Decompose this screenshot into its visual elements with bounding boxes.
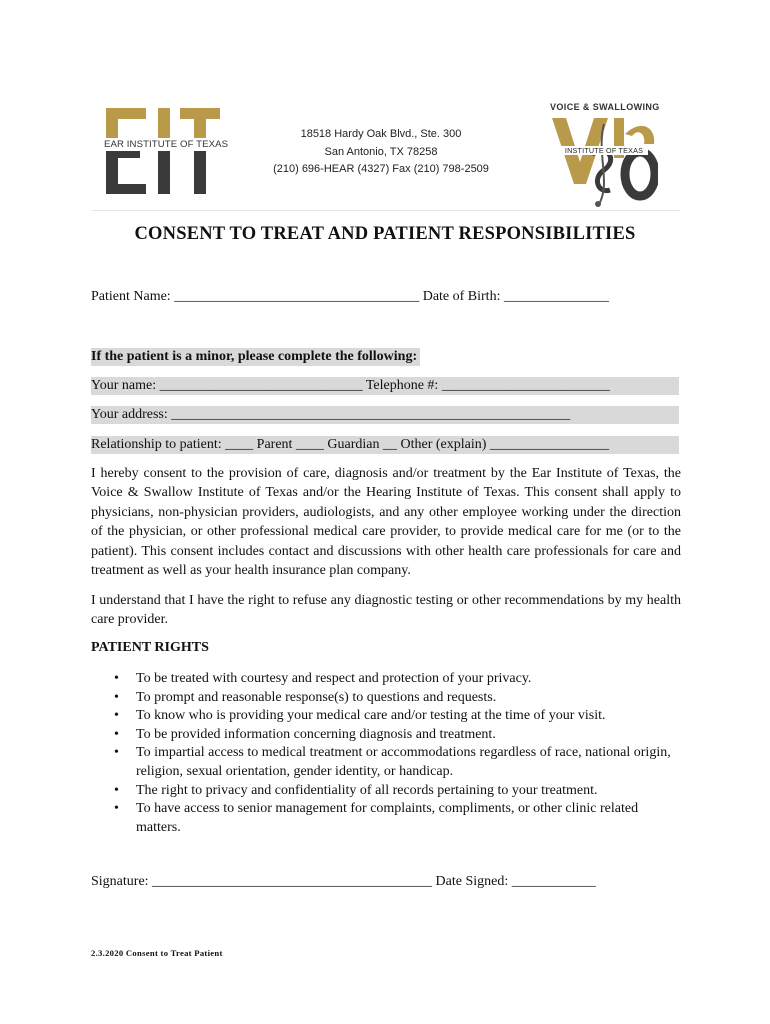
your-name-field[interactable]: _____________________________ — [159, 378, 363, 393]
other-explain-field[interactable]: _________________ — [489, 437, 609, 452]
ear-institute-logo — [104, 104, 224, 200]
right-text: To impartial access to medical treatment or accommodations regardless of race, national origin, religion, sexual orientation, gender identity, or handicap. — [136, 745, 671, 779]
bullet-icon: • — [114, 745, 119, 761]
guardian-name-row — [91, 377, 679, 395]
telephone-label: Telephone #: — [365, 378, 439, 393]
minor-section-heading: If the patient is a minor, please complete the following: — [91, 348, 420, 366]
patient-rights-list — [91, 670, 683, 837]
address-line-street: 18518 Hardy Oak Blvd., Ste. 300 — [300, 128, 462, 140]
relationship-label: Relationship to patient: — [91, 437, 222, 452]
bullet-icon: • — [114, 782, 119, 798]
clinic-address — [266, 126, 496, 179]
bullet-icon: • — [114, 671, 119, 686]
voice-swallowing-logo — [552, 114, 658, 210]
right-text: To have access to senior management for complaints, compliments, or other clinic related matters. — [136, 801, 639, 835]
address-line-city: San Antonio, TX 78258 — [324, 145, 438, 158]
right-text: The right to privacy and confidentiality of all records pertaining to your treatment. — [136, 782, 598, 798]
signature-label: Signature: — [91, 874, 149, 889]
list-item — [91, 800, 683, 837]
signature-row — [91, 873, 596, 891]
right-text: To know who is providing your medical care and/or testing at the time of your visit. — [136, 708, 606, 724]
list-item — [91, 782, 683, 801]
bullet-icon: • — [114, 801, 119, 817]
list-item — [91, 744, 683, 781]
signature-field[interactable]: ________________________________________ — [152, 874, 433, 889]
vsi-logo-graphic — [552, 114, 658, 210]
consent-paragraph: I hereby consent to the provision of care, diagnosis and/or treatment by the Ear Institute of Texas, the Voice & Swallow Institute of Texas and/or the Hearing Institute of Texas. This consent shall apply to physicians, non-physician providers, audiologists, and any other employee working under the direction of the physician, or other professional medical care provider, to provide medical care for me (or to the patient). This consent includes contact and discussions with other health care professionals for care and treatment as well as your health insurance plan company. — [91, 466, 681, 579]
date-of-birth-field[interactable]: _______________ — [503, 289, 609, 304]
header-divider — [92, 210, 680, 211]
voice-swallowing-title: VOICE & SWALLOWING — [550, 102, 660, 112]
your-address-label: Your address: — [91, 407, 168, 422]
guardian-checkbox-blank[interactable]: ____ — [295, 437, 324, 452]
patient-name-label: Patient Name: — [91, 289, 171, 304]
relationship-row — [91, 436, 679, 454]
ear-institute-name: EAR INSTITUTE OF TEXAS — [104, 139, 229, 150]
parent-option-label: Parent — [256, 437, 293, 452]
patient-rights-heading: PATIENT RIGHTS — [91, 640, 209, 655]
list-item — [91, 726, 683, 745]
patient-name-field[interactable]: ___________________________________ — [174, 289, 420, 304]
date-of-birth-label: Date of Birth: — [422, 289, 501, 304]
form-title: CONSENT TO TREAT AND PATIENT RESPONSIBILITIES — [134, 224, 636, 244]
parent-checkbox-blank[interactable]: ____ — [225, 437, 254, 452]
your-name-label: Your name: — [91, 378, 157, 393]
list-item — [91, 670, 683, 689]
refusal-paragraph: I understand that I have the right to refuse any diagnostic testing or other recommendations by my health care provider. — [91, 593, 681, 628]
form-footer: 2.3.2020 Consent to Treat Patient — [91, 948, 223, 958]
telephone-field[interactable]: ________________________ — [441, 378, 610, 393]
list-item — [91, 689, 683, 708]
bullet-icon: • — [114, 726, 119, 742]
right-text: To be provided information concerning diagnosis and treatment. — [136, 726, 496, 742]
patient-info-row — [91, 288, 609, 306]
address-line-phone: (210) 696-HEAR (4327) Fax (210) 798-2509 — [273, 163, 489, 176]
date-signed-field[interactable]: ____________ — [511, 874, 596, 889]
guardian-option-label: Guardian — [327, 437, 380, 452]
your-address-field[interactable]: _________________________________________________________ — [171, 407, 571, 422]
other-option-label: Other (explain) — [400, 437, 487, 452]
eit-logo-graphic — [104, 104, 224, 200]
bullet-icon: • — [114, 708, 119, 724]
voice-swallowing-subtitle: INSTITUTE OF TEXAS — [560, 146, 648, 155]
right-text: To prompt and reasonable response(s) to questions and requests. — [136, 689, 497, 705]
list-item — [91, 707, 683, 726]
guardian-address-row — [91, 406, 679, 424]
right-text: To be treated with courtesy and respect and protection of your privacy. — [136, 671, 532, 686]
other-checkbox-blank[interactable]: __ — [383, 437, 398, 452]
bullet-icon: • — [114, 689, 119, 705]
date-signed-label: Date Signed: — [435, 874, 509, 889]
